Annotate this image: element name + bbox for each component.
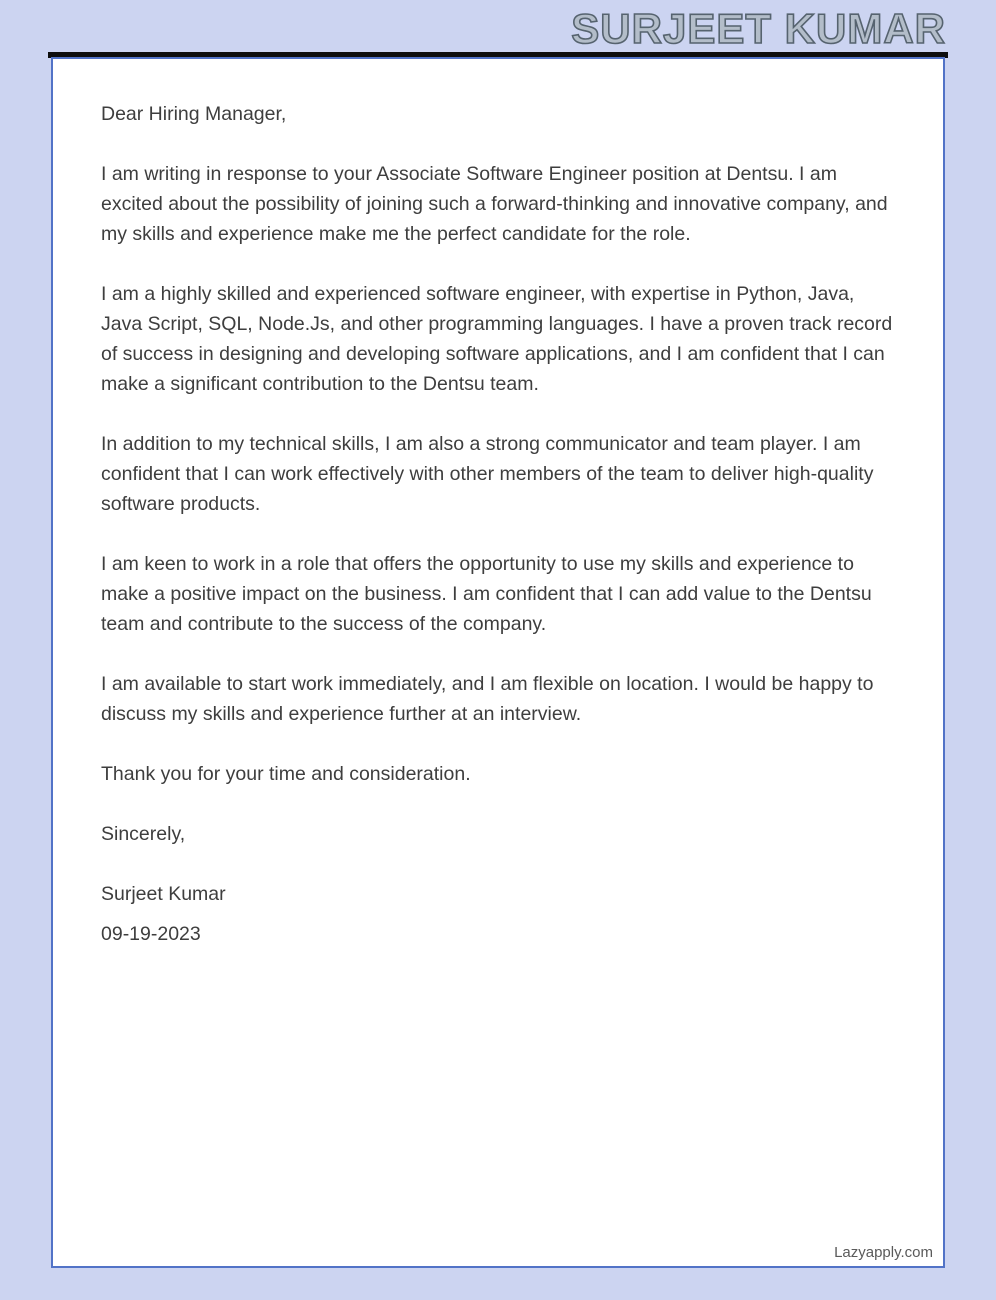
letter-paragraph: I am writing in response to your Associate Software Engineer position at Dentsu. I am excited about the possibility of joining such a forward-thinking and innovative company, and my skills and experience make me the perfect candidate for the role. xyxy=(101,163,888,245)
letter-paragraph: I am a highly skilled and experienced software engineer, with expertise in Python, Java, Java Script, SQL, Node.Js, and other programming languages. I have a proven track record of success in designing and developing software applications, and I am confident that I can make a significant contribution to the Dentsu team. xyxy=(101,283,893,395)
letter-date: 09-19-2023 xyxy=(101,923,201,945)
closing: Sincerely, xyxy=(101,823,186,845)
letter-paragraph: I am keen to work in a role that offers the opportunity to use my skills and experience to make a positive impact on the business. I am confident that I can add value to the Dentsu team and contribute to the success of the company. xyxy=(101,553,872,635)
letter-header xyxy=(0,0,996,52)
candidate-name-heading: SURJEET KUMAR xyxy=(571,5,946,52)
letter-paragraph: Thank you for your time and consideration. xyxy=(101,763,471,785)
letter-paragraph: In addition to my technical skills, I am also a strong communicator and team player. I am confident that I can work effectively with other members of the team to deliver high-quality software products. xyxy=(101,433,874,515)
letter-paragraph: I am available to start work immediately, and I am flexible on location. I would be happy to discuss my skills and experience further at an interview. xyxy=(101,673,874,725)
signature-name: Surjeet Kumar xyxy=(101,883,226,905)
salutation: Dear Hiring Manager, xyxy=(101,103,287,125)
lazyapply-watermark: Lazyapply.com xyxy=(834,1244,933,1261)
cover-letter-page xyxy=(51,57,945,1268)
